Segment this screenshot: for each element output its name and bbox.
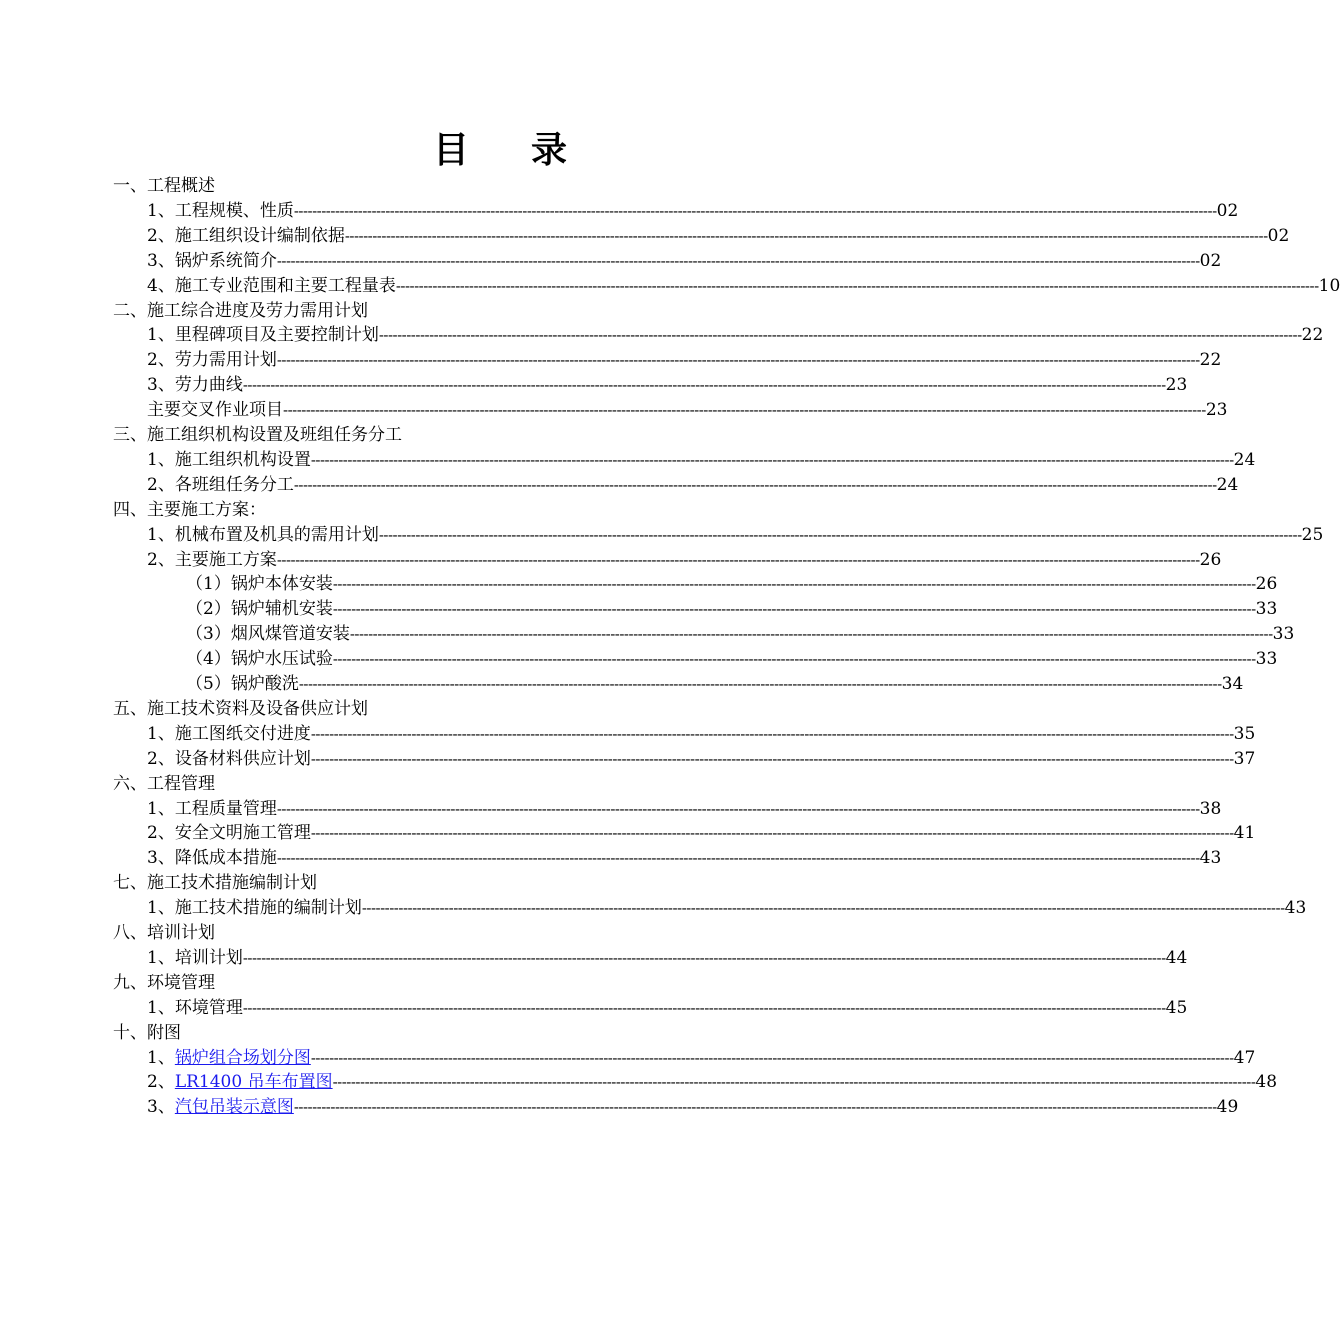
toc-section-label: 三、施工组织机构设置及班组任务分工	[113, 425, 402, 445]
toc-section-heading	[113, 498, 266, 523]
toc-dot-leader: ----------------------------------------------------------------------------------------------------------------------------------------------------------------------------------------------------------	[283, 401, 1206, 420]
toc-entry	[147, 448, 1256, 473]
toc-entry	[147, 373, 1188, 398]
toc-entry-label: 主要交叉作业项目	[147, 400, 283, 421]
toc-section-heading	[113, 299, 368, 324]
toc-dot-leader: ----------------------------------------------------------------------------------------------------------------------------------------------------------------------------------------------------------	[276, 251, 1200, 270]
toc-entry	[186, 572, 1278, 597]
toc-entry-label: （1）锅炉本体安装	[186, 574, 333, 595]
toc-entry	[147, 896, 1307, 921]
toc-entry-label	[147, 1046, 311, 1071]
toc-entry	[147, 846, 1222, 871]
toc-page-number: 48	[1255, 1072, 1278, 1093]
toc-page-number: 43	[1284, 898, 1307, 919]
toc-section-heading	[113, 772, 215, 797]
toc-entry-label: 2、设备材料供应计划	[147, 748, 311, 769]
toc-section-heading	[113, 921, 215, 946]
toc-dot-leader: ----------------------------------------------------------------------------------------------------------------------------------------------------------------------------------------------------------	[378, 326, 1302, 345]
toc-entry	[147, 473, 1239, 498]
toc-entry	[147, 274, 1340, 299]
toc-page-number: 24	[1233, 449, 1256, 470]
toc-entry-label: 3、锅炉系统简介	[147, 250, 277, 271]
toc-entry-label: 1、施工组织机构设置	[147, 449, 311, 470]
toc-page-number: 33	[1272, 624, 1295, 645]
toc-entry	[147, 548, 1222, 573]
toc-entry	[147, 797, 1222, 822]
toc-page-number: 43	[1199, 848, 1222, 869]
toc-entry-label: 1、工程规模、性质	[147, 200, 294, 221]
toc-page-number: 37	[1233, 748, 1256, 769]
toc-page-number: 45	[1165, 997, 1188, 1018]
toc-entry	[147, 523, 1324, 548]
toc-entry-label: 2、主要施工方案	[147, 549, 277, 570]
toc-page-number: 33	[1255, 599, 1278, 620]
toc-page-number: 33	[1255, 649, 1278, 670]
toc-page-number: 25	[1301, 524, 1324, 545]
toc-dot-leader: ----------------------------------------------------------------------------------------------------------------------------------------------------------------------------------------------------------	[242, 376, 1166, 395]
toc-page-number: 49	[1216, 1097, 1239, 1118]
toc-section-label: 七、施工技术措施编制计划	[113, 873, 317, 894]
toc-dot-leader: ----------------------------------------------------------------------------------------------------------------------------------------------------------------------------------------------------------	[332, 650, 1256, 669]
toc-page-number: 10	[1318, 275, 1340, 296]
toc-section-heading	[113, 1021, 181, 1046]
toc-section-heading	[113, 697, 368, 722]
toc-page-number: 35	[1233, 723, 1256, 744]
toc-dot-leader: ----------------------------------------------------------------------------------------------------------------------------------------------------------------------------------------------------------	[242, 998, 1166, 1017]
toc-entry-label: （3）烟风煤管道安装	[186, 624, 350, 645]
toc-section-label: 二、施工综合进度及劳力需用计划	[113, 300, 368, 321]
toc-entry	[147, 224, 1290, 249]
toc-dot-leader: ----------------------------------------------------------------------------------------------------------------------------------------------------------------------------------------------------------	[395, 276, 1319, 295]
toc-dot-leader: ----------------------------------------------------------------------------------------------------------------------------------------------------------------------------------------------------------	[332, 600, 1256, 619]
toc-dot-leader: ----------------------------------------------------------------------------------------------------------------------------------------------------------------------------------------------------------	[332, 1073, 1256, 1092]
toc-page-number: 02	[1199, 250, 1222, 271]
title-char-2: 录	[531, 129, 568, 171]
toc-dot-leader: ----------------------------------------------------------------------------------------------------------------------------------------------------------------------------------------------------------	[349, 625, 1273, 644]
toc-dot-leader: ----------------------------------------------------------------------------------------------------------------------------------------------------------------------------------------------------------	[310, 724, 1234, 743]
toc-entry-label: 4、施工专业范围和主要工程量表	[147, 275, 396, 296]
toc-entry-label: 1、培训计划	[147, 947, 243, 968]
title-char-1: 目	[432, 129, 469, 171]
toc-dot-leader: ----------------------------------------------------------------------------------------------------------------------------------------------------------------------------------------------------------	[293, 475, 1217, 494]
toc-entry-label: 3、降低成本措施	[147, 848, 277, 869]
toc-dot-leader: ----------------------------------------------------------------------------------------------------------------------------------------------------------------------------------------------------------	[276, 799, 1200, 818]
toc-entry	[147, 996, 1188, 1021]
toc-entry[interactable]	[147, 1095, 1239, 1120]
toc-entry[interactable]	[147, 1070, 1278, 1095]
toc-dot-leader: ----------------------------------------------------------------------------------------------------------------------------------------------------------------------------------------------------------	[378, 525, 1302, 544]
toc-entry	[147, 747, 1256, 772]
toc-entry	[186, 597, 1278, 622]
toc-page-number: 44	[1165, 947, 1188, 968]
toc-entry	[186, 622, 1295, 647]
toc-section-label: 六、工程管理	[113, 773, 215, 794]
toc-page-number: 23	[1165, 375, 1188, 396]
toc-entry-number: 3、	[147, 1097, 175, 1118]
toc-entry[interactable]	[147, 1046, 1256, 1071]
toc-entry-label: （2）锅炉辅机安装	[186, 599, 333, 620]
toc-entry	[147, 946, 1188, 971]
toc-entry	[147, 821, 1256, 846]
toc-page-number: 02	[1267, 225, 1290, 246]
toc-page-number: 02	[1216, 200, 1239, 221]
toc-entry	[147, 323, 1324, 348]
toc-dot-leader: ----------------------------------------------------------------------------------------------------------------------------------------------------------------------------------------------------------	[276, 849, 1200, 868]
toc-section-heading	[113, 871, 317, 896]
toc-section-label: 八、培训计划	[113, 923, 215, 943]
toc-page-number: 22	[1301, 325, 1324, 346]
toc-page-number: 26	[1255, 574, 1278, 595]
toc-entry-label: （5）锅炉酸洗	[186, 674, 299, 694]
toc-entry-label: 2、劳力需用计划	[147, 350, 277, 371]
toc-dot-leader: ----------------------------------------------------------------------------------------------------------------------------------------------------------------------------------------------------------	[310, 824, 1234, 843]
toc-dot-leader: ----------------------------------------------------------------------------------------------------------------------------------------------------------------------------------------------------------	[361, 899, 1285, 918]
toc-dot-leader: ----------------------------------------------------------------------------------------------------------------------------------------------------------------------------------------------------------	[310, 450, 1234, 469]
toc-dot-leader: ----------------------------------------------------------------------------------------------------------------------------------------------------------------------------------------------------------	[310, 1048, 1234, 1067]
toc-entry-number: 2、	[147, 1072, 175, 1093]
toc-entry-label: 1、环境管理	[147, 997, 243, 1018]
toc-entry	[147, 398, 1228, 423]
toc-entry-number: 1、	[147, 1047, 175, 1068]
page-title	[0, 126, 1000, 174]
toc-entry-label: （4）锅炉水压试验	[186, 649, 333, 670]
toc-entry-label: 1、工程质量管理	[147, 798, 277, 819]
toc-entry-label: 2、各班组任务分工	[147, 474, 294, 495]
toc-entry	[186, 647, 1278, 672]
toc-entry	[147, 348, 1222, 373]
toc-entry-label	[147, 1095, 294, 1120]
toc-section-heading	[113, 174, 215, 199]
toc-page-number: 23	[1205, 400, 1228, 421]
toc-entry	[147, 199, 1239, 224]
toc-dot-leader: ----------------------------------------------------------------------------------------------------------------------------------------------------------------------------------------------------------	[276, 351, 1200, 370]
toc-page-number: 24	[1216, 474, 1239, 495]
toc-page-number: 41	[1233, 823, 1256, 844]
toc-dot-leader: ----------------------------------------------------------------------------------------------------------------------------------------------------------------------------------------------------------	[332, 575, 1256, 594]
toc-section-label: 一、工程概述	[113, 176, 215, 196]
toc-entry-label: 1、施工技术措施的编制计划	[147, 898, 362, 919]
toc-dot-leader: ----------------------------------------------------------------------------------------------------------------------------------------------------------------------------------------------------------	[293, 1098, 1217, 1117]
toc-section-label: 四、主要施工方案：	[113, 499, 266, 520]
toc-page-number: 38	[1199, 798, 1222, 819]
toc-section-label: 十、附图	[113, 1022, 181, 1043]
toc-entry-label: 1、施工图纸交付进度	[147, 723, 311, 744]
toc-entry	[147, 249, 1222, 274]
toc-figure-link[interactable]: 锅炉组合场划分图	[174, 1047, 311, 1068]
toc-dot-leader: ----------------------------------------------------------------------------------------------------------------------------------------------------------------------------------------------------------	[298, 675, 1222, 693]
toc-page-number: 34	[1221, 674, 1244, 694]
toc-section-label: 九、环境管理	[113, 972, 215, 993]
toc-entry-label: 2、安全文明施工管理	[147, 823, 311, 844]
toc-dot-leader: ----------------------------------------------------------------------------------------------------------------------------------------------------------------------------------------------------------	[242, 948, 1166, 967]
toc-dot-leader: ----------------------------------------------------------------------------------------------------------------------------------------------------------------------------------------------------------	[293, 201, 1217, 220]
toc-entry-label: 1、里程碑项目及主要控制计划	[147, 325, 379, 346]
toc-entry-label: 3、劳力曲线	[147, 375, 243, 396]
toc-page-number: 22	[1199, 350, 1222, 371]
toc-page-number: 47	[1233, 1047, 1256, 1068]
toc-section-heading	[113, 971, 215, 996]
toc-dot-leader: ----------------------------------------------------------------------------------------------------------------------------------------------------------------------------------------------------------	[276, 550, 1200, 569]
toc-entry-label	[147, 1070, 333, 1095]
toc-dot-leader: ----------------------------------------------------------------------------------------------------------------------------------------------------------------------------------------------------------	[310, 749, 1234, 768]
toc-dot-leader: ----------------------------------------------------------------------------------------------------------------------------------------------------------------------------------------------------------	[344, 226, 1268, 245]
toc-figure-link[interactable]: 汽包吊装示意图	[174, 1097, 294, 1118]
toc-entry	[147, 722, 1256, 747]
toc-page-number: 26	[1199, 549, 1222, 570]
toc-section-heading	[113, 423, 402, 448]
toc-entry	[186, 672, 1244, 697]
toc-entry-label: 1、机械布置及机具的需用计划	[147, 524, 379, 545]
toc-section-label: 五、施工技术资料及设备供应计划	[113, 698, 368, 719]
toc-entry-label: 2、施工组织设计编制依据	[147, 225, 345, 246]
toc-figure-link[interactable]: LR1400 吊车布置图	[174, 1072, 333, 1093]
